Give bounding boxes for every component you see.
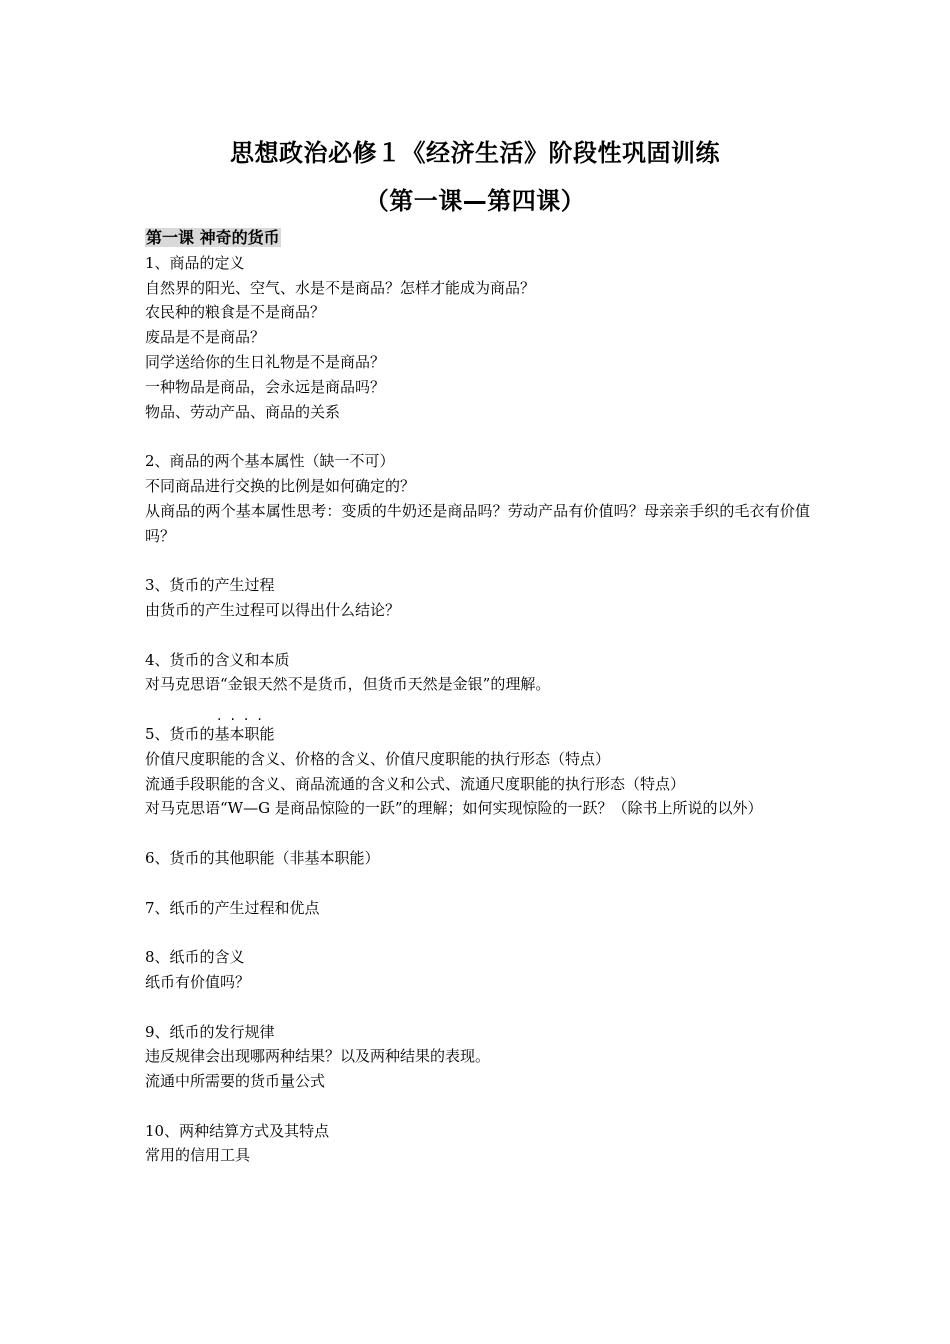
item-line: 流通中所需要的货币量公式 (145, 1072, 326, 1091)
item-line: 不同商品进行交换的比例是如何确定的？ (145, 476, 416, 495)
item-line: 违反规律会出现哪两种结果？以及两种结果的表现。 (145, 1047, 491, 1066)
item-line: 由货币的产生过程可以得出什么结论？ (145, 600, 401, 619)
spacer (145, 920, 810, 945)
item-line: 农民种的粮食是不是商品？ (145, 303, 326, 322)
spacer (145, 548, 810, 573)
spacer (145, 424, 810, 449)
item-heading-5 (145, 707, 275, 747)
item-line: 价值尺度职能的含义、价格的含义、价值尺度职能的执行形态（特点） (145, 749, 611, 768)
document-title: 思想政治必修１《经济生活》阶段性巩固训练 (230, 139, 720, 167)
item-line: 一种物品是商品，会永远是商品吗？ (145, 377, 386, 396)
item-heading-5-text: 5、货币的基本职能 (145, 724, 275, 743)
item-heading-6: 6、货币的其他职能（非基本职能） (145, 848, 380, 867)
spacer (145, 871, 810, 896)
item-line: 自然界的阳光、空气、水是不是商品？怎样才能成为商品？ (145, 278, 536, 297)
item-line: 废品是不是商品？ (145, 328, 266, 347)
spacer (145, 995, 810, 1020)
document-body (145, 226, 810, 1168)
item-heading-9: 9、纸币的发行规律 (145, 1022, 275, 1041)
item-heading-4: 4、货币的含义和本质 (145, 650, 290, 669)
spacer (145, 623, 810, 648)
item-heading-7: 7、纸币的产生过程和优点 (145, 898, 320, 917)
item-line: 常用的信用工具 (145, 1146, 251, 1165)
document-subtitle: （第一课—第四课） (364, 187, 586, 215)
item-heading-10: 10、两种结算方式及其特点 (145, 1121, 330, 1140)
item-line: 流通手段职能的含义、商品流通的含义和公式、流通尺度职能的执行形态（特点） (145, 774, 686, 793)
spacer (145, 821, 810, 846)
emphasis-dots: .... (217, 707, 271, 724)
section-heading: 第一课 神奇的货币 (146, 228, 280, 247)
item-line: 对马克思语“W—G 是商品惊险的一跃”的理解；如何实现惊险的一跃？（除书上所说的以外） (145, 799, 763, 818)
spacer (145, 1094, 810, 1119)
item-line: 物品、劳动产品、商品的关系 (145, 402, 341, 421)
item-line: 对马克思语“金银天然不是货币，但货币天然是金银”的理解。 (145, 675, 551, 694)
item-heading-2: 2、商品的两个基本属性（缺一不可） (145, 452, 395, 471)
item-line: 从商品的两个基本属性思考：变质的牛奶还是商品吗？劳动产品有价值吗？母亲亲手织的毛衣有价值吗？ (145, 501, 810, 545)
item-line: 纸币有价值吗？ (145, 972, 251, 991)
item-line: 同学送给你的生日礼物是不是商品？ (145, 352, 386, 371)
item-heading-5-wrapper (145, 707, 810, 747)
item-heading-1: 1、商品的定义 (145, 253, 245, 272)
item-heading-3: 3、货币的产生过程 (145, 576, 275, 595)
item-heading-8: 8、纸币的含义 (145, 948, 245, 967)
